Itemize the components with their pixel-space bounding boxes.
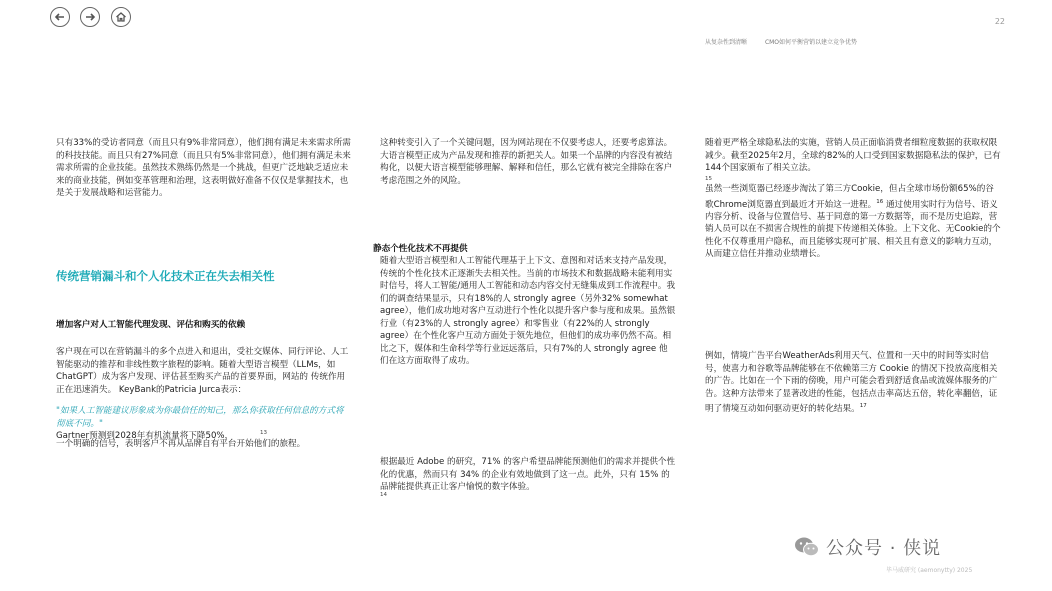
watermark-text: 公众号 · 侠说 <box>826 538 942 559</box>
breadcrumb-item: 从复杂性到清晰 <box>705 39 748 46</box>
col1-paragraph-1: 只有33%的受访者同意（而且只有9%非常同意），他们拥有满足未来需求所需的科技技能。而且只有27%同意（而且只有5%非常同意），他们拥有满足未来需求所需的企业技能。虽然技术熟练仍然是一个挑战，但更广泛地缺乏适应未来的商业技能，例如变革管理和治理，这表明做好准备不仅仅是掌握技术，也是关于发展战略和运营能力。 <box>56 138 351 198</box>
forward-button[interactable] <box>80 7 100 27</box>
col3-paragraph-1: 随着更严格全球隐私法的实施，营销人员正面临消费者细粒度数据的获取权限减少。截至2025年2月，全球约82%的人口受到国家数据隐私法的保护，已有144个国家颁布了相关立法。 <box>705 138 1001 173</box>
col1-paragraph-3a: Gartner预测到2028年有机流量将下降50%， <box>56 431 234 441</box>
col1-paragraph-2: 客户现在可以在营销漏斗的多个点进入和退出，受社交媒体、同行评论、人工智能驱动的推荐和非线性数字旅程的影响。随着大型语言模型（LLMs，如ChatGPT）成为客户发现、评估甚至购买产品的首要界面，网站的 传统作用正在迅速消失。 KeyBank的Patricia Jurca表示： <box>56 347 349 395</box>
section-heading: 传统营销漏斗和个人化技术正在失去相关性 <box>56 269 275 283</box>
pull-quote: "如果人工智能建议形象成为你最信任的知己，那么你获取任何信息的方式将彻底不同。" <box>56 406 344 429</box>
col2-paragraph-3: 根据最近 Adobe 的研究，71% 的客户希望品牌能预测他们的需求并提供个性化的优惠，然而只有 34% 的企业有效地做到了这一点。此外，只有 15% 的品牌能提供真正让客户愉悦的数字体验。 <box>380 457 676 492</box>
arrow-left-icon <box>54 11 66 23</box>
arrow-right-icon <box>84 11 96 23</box>
footnote-13: 13 <box>260 430 267 436</box>
watermark <box>794 534 941 560</box>
back-button[interactable] <box>50 7 70 27</box>
subheading-static-personalization: 静态个性化技术不再提供 <box>373 244 468 254</box>
col2-paragraph-2: 随着大型语言模型和人工智能代理基于上下文、意图和对话来支持产品发现，传统的个性化技术正逐渐失去相关性。当前的市场技术和数据战略未能利用实时信号，将人工智能/通用人工智能和动态内容交付无缝集成到工作流程中。我们的调查结果显示，只有18%的人 strongly agree（另外32% somewhat agree），他们成功地对客户互动进行个性化以提升客户参与度和成果。虽然银行业（有23%的人 strongly agree）和零售业（有22%的人 strongly agree）在个性化客户互动方面处于领先地位，但他们的成功率仍然不高。相比之下，媒体和生命科学等行业远远落后，只有7%的人 strongly agree 他们在这方面取得了成功。 <box>380 256 676 366</box>
col2-paragraph-1: 这种转变引入了一个关键问题，因为网站现在不仅要考虑人，还要考虑算法。大语言模型正成为产品发现和推荐的新把关人。如果一个品牌的内容没有被结构化，以便大语言模型能够理解、解释和信任，那么它就有被完全排除在客户考虑范围之外的风险。 <box>380 138 673 186</box>
col1-paragraph-3b: 一个明确的信号，表明客户不再从品牌自有平台开始他们的旅程。 <box>56 439 306 449</box>
footnote-17: 17 <box>859 403 867 409</box>
watermark-sub: 毕马威研究 (aemonytty) 2025 <box>886 567 973 574</box>
wechat-icon <box>794 536 820 558</box>
breadcrumb <box>705 37 873 46</box>
col3-paragraph-3-text: 例如，情境广告平台WeatherAds利用天气、位置和一天中的时间等实时信号，使喜力和谷歌等品牌能够在不依赖第三方 Cookie 的情况下投放高度相关的广告。比如在一个下雨的傍晚，用户可能会看到舒适食品或流媒体服务的广告。这种方法带来了显著改进的性能，包括点击率高达五倍，转化率翻倍，证明了情境互动如何驱动更好的转化结果。 <box>705 351 998 414</box>
col3-paragraph-3 <box>705 350 1001 415</box>
col3-paragraph-2 <box>705 183 1001 261</box>
subheading-ai-agents: 增加客户对人工智能代理发现、评估和购买的依赖 <box>56 320 246 330</box>
page-number: 22 <box>994 17 1005 26</box>
footnote-14: 14 <box>380 492 387 498</box>
footnote-15: 15 <box>705 176 712 182</box>
col3-paragraph-2a: 虽然一些浏览器已经逐步淘汰了第三方Cookie，但占全球市场份额65%的谷歌Chrome浏览器直到最近才开始这一进程。 <box>705 184 994 210</box>
breadcrumb-item: CMO如何平衡营销以建立竞争优势 <box>764 39 858 46</box>
home-icon <box>115 11 127 23</box>
home-button[interactable] <box>111 7 131 27</box>
footnote-16: 16 <box>876 198 884 205</box>
col3-paragraph-2b: 通过使用实时行为信号、语义内容分析、设备与位置信号、基于同意的第一方数据等，而不是历史追踪，营销人员可以在不损害合规性的前提下传递相关体验。上下文化、无Cookie的个性化不仅尊重用户隐私，而且能够实现可扩展、相关且有意义的影响力互动，从而建立信任并推动业绩增长。 <box>705 199 1001 260</box>
